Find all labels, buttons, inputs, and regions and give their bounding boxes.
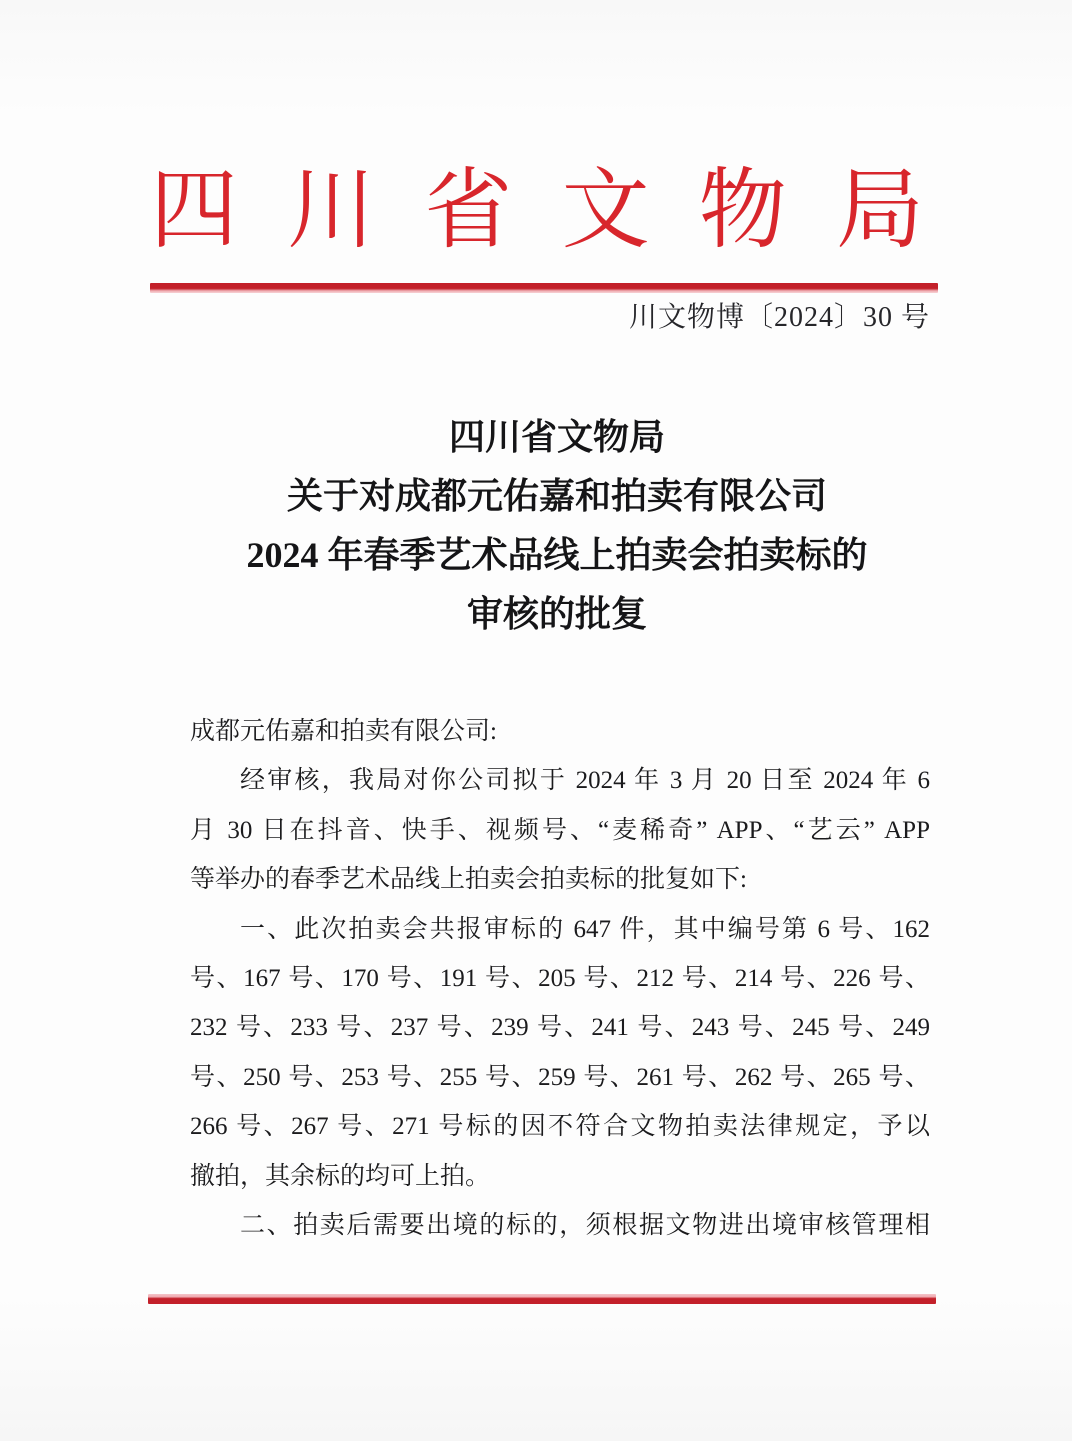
document-body-line: 号、167 号、170 号、191 号、205 号、212 号、214 号、226 号、 bbox=[190, 964, 930, 992]
letterhead-agency-title bbox=[150, 160, 924, 264]
document-body-line: 撤拍，其余标的均可上拍。 bbox=[190, 1162, 491, 1190]
document-body-line: 266 号、267 号、271 号标的因不符合文物拍卖法律规定，予以 bbox=[190, 1113, 930, 1141]
document-title-line: 关于对成都元佑嘉和拍卖有限公司 bbox=[286, 476, 827, 516]
document-body-line: 经审核，我局对你公司拟于 2024 年 3 月 20 日至 2024 年 6 bbox=[240, 767, 930, 795]
footer-separator-line bbox=[148, 1294, 936, 1304]
agency-title-character: 物 bbox=[698, 163, 787, 260]
document-body-line: 二、拍卖后需要出境的标的，须根据文物进出境审核管理相 bbox=[240, 1211, 930, 1239]
document-body-line: 一、此次拍卖会共报审标的 647 件，其中编号第 6 号、162 bbox=[240, 915, 930, 943]
document-title-line: 2024 年春季艺术品线上拍卖会拍卖标的 bbox=[246, 535, 868, 575]
document-body-line: 成都元佑嘉和拍卖有限公司: bbox=[190, 718, 497, 745]
agency-title-character: 四 bbox=[150, 163, 239, 260]
document-body bbox=[190, 707, 930, 1250]
document-body-line: 232 号、233 号、237 号、239 号、241 号、243 号、245 号、249 bbox=[190, 1014, 930, 1042]
agency-title-character: 局 bbox=[835, 163, 924, 260]
agency-title-character: 川 bbox=[287, 163, 376, 260]
document-body-line: 号、250 号、253 号、255 号、259 号、261 号、262 号、265 号、 bbox=[190, 1063, 930, 1091]
document-reference-number: 川文物博〔2024〕30 号 bbox=[628, 302, 930, 333]
document-body-line: 月 30 日在抖音、快手、视频号、“麦稀奇” APP、“艺云” APP bbox=[190, 816, 930, 844]
document-title bbox=[172, 408, 942, 644]
document-body-line: 等举办的春季艺术品线上拍卖会拍卖标的批复如下: bbox=[190, 866, 747, 894]
letterhead-separator-line bbox=[150, 283, 938, 293]
agency-title-character: 文 bbox=[561, 163, 650, 260]
document-title-line: 四川省文物局 bbox=[448, 417, 665, 457]
agency-title-character: 省 bbox=[424, 163, 513, 260]
document-title-line: 审核的批复 bbox=[466, 594, 647, 634]
